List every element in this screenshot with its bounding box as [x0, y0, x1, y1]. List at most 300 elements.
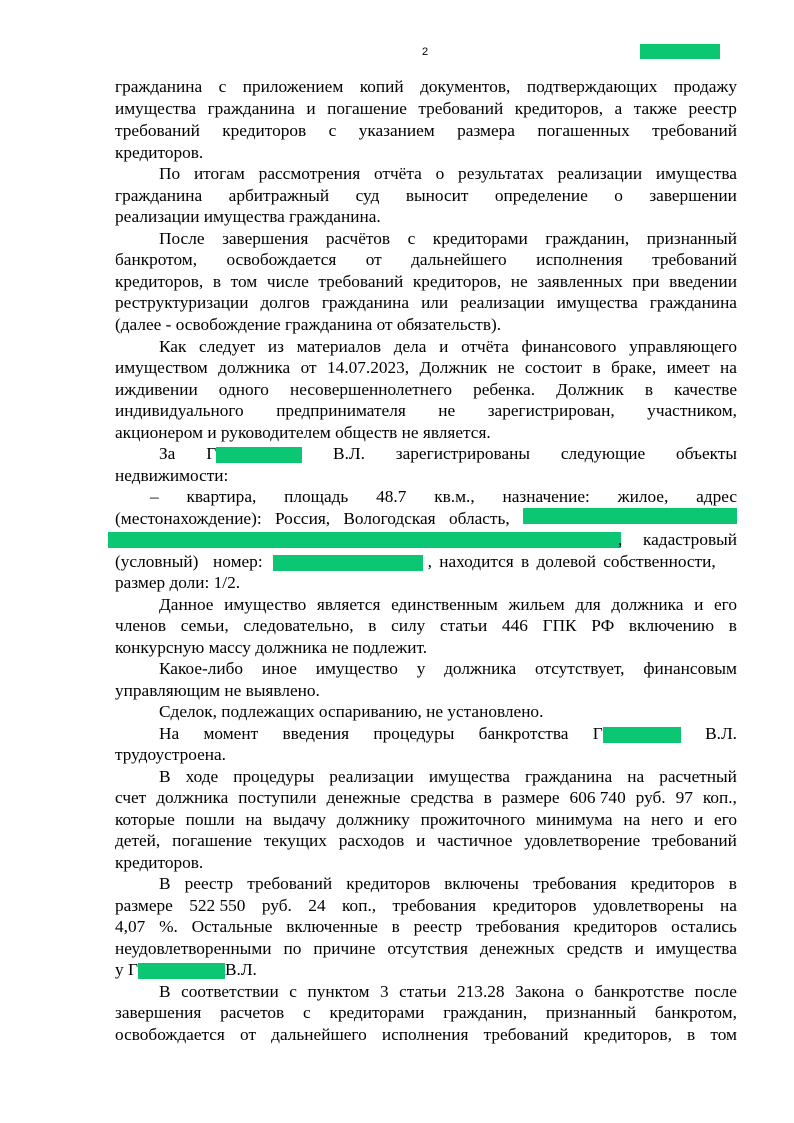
- text-word: является: [316, 595, 381, 614]
- text-word: номер:: [213, 552, 263, 571]
- text-word: зарегистрированы: [395, 444, 531, 463]
- text-word: реестр: [184, 874, 234, 893]
- text-word: и: [439, 337, 449, 356]
- text-word: На: [159, 724, 180, 743]
- text-word: с: [302, 1003, 311, 1022]
- person-initials: В.Л.: [705, 724, 737, 743]
- text-word: включению: [628, 616, 715, 635]
- text-word: Какое-либо: [159, 659, 244, 678]
- text-word: состоит: [524, 358, 583, 377]
- text-line: [115, 249, 737, 271]
- text-word: денежные: [326, 788, 401, 807]
- text-word: для: [575, 595, 601, 614]
- text-word: итогам: [193, 164, 245, 183]
- text-word: реализации: [329, 767, 414, 786]
- text-word: с: [328, 121, 337, 140]
- text-word: реализации: [460, 293, 545, 312]
- text-word: момент: [203, 724, 259, 743]
- text-word: руб.: [261, 896, 292, 915]
- text-line: [115, 615, 737, 637]
- text-word: частичное: [437, 831, 513, 850]
- text-word: требований: [418, 99, 504, 118]
- text-word: на: [245, 810, 263, 829]
- text-word: кредиторов: [346, 874, 431, 893]
- text-line: [115, 98, 737, 120]
- text-word: не: [438, 401, 456, 420]
- paragraph-first-line: [115, 766, 737, 788]
- text-word: силу: [391, 616, 426, 635]
- text-word: объекты: [676, 444, 737, 463]
- text-word: из: [267, 337, 284, 356]
- text-word: с: [218, 77, 227, 96]
- text-word: браке,: [611, 358, 657, 377]
- surname-initial: Г: [206, 444, 217, 463]
- text-line: [115, 551, 737, 573]
- text-word: членов: [115, 616, 167, 635]
- text-word: кредиторами: [432, 229, 528, 248]
- text-word: том: [230, 272, 258, 291]
- text-word: кредиторов,: [583, 1025, 672, 1044]
- text-word: том: [710, 1025, 737, 1044]
- paragraph-first-line: [115, 981, 737, 1003]
- text-line: [115, 809, 737, 831]
- text-word: отчёта: [461, 337, 509, 356]
- text-word: требований: [115, 121, 200, 140]
- text-word: руб.: [635, 788, 666, 807]
- text-word: счет: [115, 788, 147, 807]
- text-word: Россия,: [274, 509, 331, 528]
- text-fragment: , находится в долевой собственности,: [427, 552, 716, 571]
- text-word: детей,: [115, 831, 161, 850]
- text-word: квартира,: [186, 487, 257, 506]
- text-word: банкротства: [478, 724, 569, 743]
- person-ref: [593, 723, 681, 745]
- person-initials: В.Л.: [224, 960, 257, 979]
- page-number: 2: [421, 46, 429, 58]
- text-word: суд: [355, 186, 380, 205]
- text-word: гражданин,: [545, 229, 630, 248]
- text-word: заявленных: [537, 272, 623, 291]
- text-line: кредиторов.: [115, 143, 204, 162]
- text-word: статьи: [439, 616, 488, 635]
- text-word: площадь: [284, 487, 349, 506]
- text-word: требований: [652, 250, 737, 269]
- paragraph-first-line: [115, 228, 737, 250]
- text-word: у: [115, 960, 124, 979]
- text-word: жилое,: [617, 487, 669, 506]
- paragraph-first-line: [115, 723, 737, 745]
- text-word: В: [159, 982, 171, 1001]
- text-word: требований: [318, 272, 404, 291]
- text-word: РФ: [591, 616, 615, 635]
- text-word: должника: [156, 788, 229, 807]
- text-line: [115, 916, 737, 938]
- text-word: единственным: [391, 595, 498, 614]
- text-word: долгов: [260, 293, 310, 312]
- text-word: удовлетворены: [592, 896, 704, 915]
- text-word: дальнейшего: [411, 250, 507, 269]
- text-word: статьи: [399, 982, 447, 1001]
- text-word: включены: [444, 874, 519, 893]
- text-word: имущества: [556, 293, 638, 312]
- text-word: погашение: [172, 831, 252, 850]
- text-word: его: [714, 810, 737, 829]
- text-line: [115, 292, 737, 314]
- text-word: соответствии: [181, 982, 279, 1001]
- text-word: имущества: [115, 99, 197, 118]
- text-word: следующие: [560, 444, 646, 463]
- paragraph-first-line: [115, 873, 737, 895]
- text-word: завершения: [222, 229, 309, 248]
- text-word: имущества: [655, 939, 737, 958]
- text-word: банкротом,: [654, 1003, 737, 1022]
- text-word: и: [416, 831, 426, 850]
- text-word: погашение: [327, 99, 407, 118]
- text-word: размере: [501, 788, 560, 807]
- text-word: не: [510, 272, 528, 291]
- text-comma: ,: [618, 530, 623, 549]
- text-word: гражданин,: [443, 1003, 528, 1022]
- text-word: процедуры: [233, 767, 315, 786]
- text-word: Должник: [419, 358, 488, 377]
- text-word: не: [497, 358, 515, 377]
- redaction-mark-header: [640, 44, 720, 59]
- text-word: прожиточного: [420, 810, 526, 829]
- list-item-first-line: [115, 486, 737, 508]
- text-word: у: [416, 659, 426, 678]
- text-word: и: [694, 595, 704, 614]
- text-word: освобождается: [226, 250, 337, 269]
- text-word: кредиторов,: [514, 99, 604, 118]
- text-word: расходов: [338, 831, 405, 850]
- text-word: следует: [199, 337, 256, 356]
- text-word: кредиторов,: [115, 272, 204, 291]
- text-line: кредиторов.: [115, 853, 204, 872]
- text-word: назначение:: [502, 487, 590, 506]
- text-word: выдачу: [273, 810, 326, 829]
- surname-initial: Г: [592, 724, 603, 743]
- text-word: одного: [218, 380, 269, 399]
- text-word: пунктом: [307, 982, 370, 1001]
- text-word: имущество: [315, 659, 398, 678]
- text-word: введения: [282, 724, 350, 743]
- text-line: акционером и руководителем обществ не является.: [115, 423, 491, 442]
- text-word: включенные: [286, 917, 378, 936]
- text-word: в: [483, 788, 492, 807]
- text-word: банкротом,: [115, 250, 198, 269]
- text-line: [115, 271, 737, 293]
- text-word: иждивении: [115, 380, 198, 399]
- text-word: управляющего: [629, 337, 737, 356]
- text-word: признанный: [545, 1003, 637, 1022]
- text-line: [115, 787, 737, 809]
- text-word: жильем: [508, 595, 565, 614]
- redaction-mark: [108, 532, 621, 548]
- text-word: расчетов: [220, 1003, 285, 1022]
- text-word: в: [391, 917, 400, 936]
- text-word: минимума: [536, 810, 613, 829]
- text-word: на: [623, 810, 641, 829]
- text-word: о: [614, 186, 623, 205]
- redaction-mark: [523, 508, 737, 524]
- text-word: дальнейшего: [271, 1025, 367, 1044]
- text-word: или: [421, 293, 449, 312]
- text-word: подтверждающих: [526, 77, 658, 96]
- text-word: гражданина: [321, 293, 410, 312]
- text-word: размера: [457, 121, 515, 140]
- text-word: реструктуризации: [115, 293, 249, 312]
- text-word: должника: [444, 659, 517, 678]
- text-word: гражданина: [115, 186, 203, 205]
- text-word: 213.28: [457, 982, 505, 1001]
- text-word: должника: [218, 358, 291, 377]
- text-word: должнику: [336, 810, 410, 829]
- text-word: него: [651, 810, 684, 829]
- text-line: [115, 508, 737, 530]
- text-word: отсутствия: [387, 939, 468, 958]
- text-word: участником,: [647, 401, 737, 420]
- text-word: %.: [159, 917, 178, 936]
- text-word: и: [306, 99, 316, 118]
- text-word: 14.07.2023,: [327, 358, 410, 377]
- text-line: реализации имущества гражданина.: [115, 207, 381, 226]
- text-word: а: [614, 99, 623, 118]
- text-word: пошли: [185, 810, 235, 829]
- text-word: финансовым: [643, 659, 737, 678]
- text-line: размер доли: 1/2.: [115, 573, 241, 592]
- text-word: от: [365, 250, 382, 269]
- text-word: гражданина: [207, 99, 295, 118]
- text-word: После: [159, 229, 205, 248]
- text-word: имеет: [666, 358, 710, 377]
- text-word: продажу: [673, 77, 737, 96]
- text-word: требований: [247, 874, 333, 893]
- text-word: зарегистрирован,: [487, 401, 615, 420]
- text-word: после: [694, 982, 737, 1001]
- text-word: несовершеннолетнего: [290, 380, 452, 399]
- text-word: требования: [392, 896, 477, 915]
- text-word: завершении: [649, 186, 737, 205]
- text-word: рассмотрения: [258, 164, 361, 183]
- text-word: средства: [410, 788, 474, 807]
- text-word: требований: [652, 831, 737, 850]
- paragraph-first-line: [115, 594, 737, 616]
- text-word: имущества: [428, 767, 510, 786]
- text-word: удовлетворение: [524, 831, 641, 850]
- paragraph-first-line: [115, 658, 737, 680]
- person-initials: В.Л.: [333, 444, 365, 463]
- text-word: реестр: [413, 917, 463, 936]
- text-word: от: [240, 1025, 257, 1044]
- redaction-mark: [273, 555, 423, 571]
- text-word: в: [728, 616, 737, 635]
- text-word: числе: [266, 272, 309, 291]
- text-word: ходе: [185, 767, 219, 786]
- text-word: исполнения: [536, 250, 623, 269]
- text-word: требований: [652, 121, 737, 140]
- text-word: освобождается: [115, 1025, 225, 1044]
- text-word: кредиторов: [630, 874, 715, 893]
- text-word: ребенка.: [473, 380, 536, 399]
- text-word: расчётов: [325, 229, 391, 248]
- redaction-mark: [216, 447, 302, 463]
- text-line: [115, 830, 737, 852]
- text-word: Вологодская: [343, 509, 436, 528]
- paragraph-first-line: Сделок, подлежащих оспариванию, не установлено.: [159, 702, 544, 721]
- text-word: исполнения: [381, 1025, 469, 1044]
- text-word: материалов: [296, 337, 382, 356]
- text-word: неудовлетворенными: [115, 939, 272, 958]
- text-line: [115, 1024, 737, 1046]
- text-line: [115, 185, 737, 207]
- text-line: [115, 357, 737, 379]
- text-word: средств: [566, 939, 623, 958]
- text-word: Должник: [556, 380, 624, 399]
- text-word: кв.м.,: [434, 487, 475, 506]
- surname-initial: Г: [127, 960, 138, 979]
- text-word: завершения: [115, 1003, 202, 1022]
- text-word: имущества: [655, 164, 737, 183]
- text-word: банкротстве: [594, 982, 685, 1001]
- text-word: с: [407, 229, 416, 248]
- text-word: арбитражный: [228, 186, 330, 205]
- text-word: поступили: [238, 788, 317, 807]
- text-line: [115, 400, 737, 422]
- text-word: реализации: [557, 164, 643, 183]
- text-word: (местонахождение):: [115, 509, 262, 528]
- text-word: семьи,: [180, 616, 229, 635]
- text-word: причине: [313, 939, 376, 958]
- text-word: процедуры: [373, 724, 455, 743]
- text-word: Закона: [515, 982, 565, 1001]
- text-word: 4,07: [115, 917, 146, 936]
- text-word: на: [720, 358, 737, 377]
- text-word: область,: [448, 509, 510, 528]
- text-word: 24: [308, 896, 326, 915]
- text-word: требования: [475, 917, 560, 936]
- text-line: управляющим не выявлено.: [115, 681, 320, 700]
- text-word: остались: [671, 917, 737, 936]
- text-word: гражданина: [115, 77, 203, 96]
- text-word: также: [633, 99, 677, 118]
- text-word: имуществом: [115, 358, 208, 377]
- text-word: дела: [393, 337, 427, 356]
- text-word: гражданина: [524, 767, 613, 786]
- text-word: 446: [501, 616, 528, 635]
- text-word: коп.,: [702, 788, 737, 807]
- text-word: Как: [159, 337, 187, 356]
- text-word: в: [728, 874, 737, 893]
- text-word: В: [159, 767, 171, 786]
- text-word: выносит: [405, 186, 469, 205]
- text-word: должника: [611, 595, 684, 614]
- text-word: (условный): [115, 552, 199, 571]
- person-ref: [206, 443, 302, 465]
- text-word: адрес: [696, 487, 737, 506]
- paragraph-first-line: [115, 443, 737, 465]
- text-line: [115, 120, 737, 142]
- text-word: иное: [261, 659, 297, 678]
- text-line: [115, 76, 737, 98]
- text-word: при: [632, 272, 660, 291]
- text-word: текущих: [263, 831, 327, 850]
- text-word: о: [575, 982, 584, 1001]
- text-line: [115, 938, 737, 960]
- text-word: в: [368, 616, 377, 635]
- text-line: [115, 959, 737, 981]
- text-word: и: [694, 810, 704, 829]
- text-line: [115, 529, 737, 551]
- text-word: на: [627, 767, 645, 786]
- text-word: 48.7: [376, 487, 407, 506]
- text-word: денежных: [479, 939, 555, 958]
- text-line: [115, 379, 737, 401]
- redaction-mark: [603, 727, 681, 743]
- text-word: финансового: [521, 337, 617, 356]
- text-word: 97: [675, 788, 693, 807]
- text-word: в: [212, 272, 222, 291]
- paragraph-first-line: [115, 336, 737, 358]
- text-word: отсутствует,: [535, 659, 625, 678]
- text-word: от: [300, 358, 317, 377]
- text-word: с: [289, 982, 297, 1001]
- text-word: требования: [533, 874, 617, 893]
- text-word: в: [644, 380, 654, 399]
- text-word: введении: [669, 272, 737, 291]
- text-word: расчетный: [659, 767, 737, 786]
- text-word: –: [150, 487, 159, 506]
- text-word: которые: [115, 810, 175, 829]
- text-line: (далее - освобождение гражданина от обязательств).: [115, 315, 502, 334]
- text-word: кредиторов: [573, 917, 658, 936]
- text-line: [115, 1002, 737, 1024]
- text-line: трудоустроена.: [115, 745, 226, 764]
- text-word: гражданина: [649, 293, 737, 312]
- text-word: признанный: [646, 229, 737, 248]
- text-word: и: [634, 939, 644, 958]
- text-word: качестве: [674, 380, 737, 399]
- text-word: размере: [115, 896, 173, 915]
- text-word: копий: [359, 77, 404, 96]
- text-word: по: [283, 939, 302, 958]
- text-word: индивидуального: [115, 401, 244, 420]
- text-word: реестр: [688, 99, 737, 118]
- text-word: приложением: [242, 77, 344, 96]
- text-word: кредиторов: [222, 121, 307, 140]
- text-word: кредиторов,: [412, 272, 502, 291]
- redaction-mark: [138, 963, 225, 979]
- text-word: погашенных: [537, 121, 630, 140]
- text-word: предпринимателя: [276, 401, 406, 420]
- text-word: результатах: [458, 164, 544, 183]
- text-word: его: [714, 595, 737, 614]
- text-line: конкурсную массу должника не подлежит.: [115, 638, 428, 657]
- paragraph-first-line: [115, 163, 737, 185]
- text-word: 522 550: [189, 896, 246, 915]
- text-word: требований: [483, 1025, 569, 1044]
- text-word: о: [435, 164, 445, 183]
- text-word: на: [720, 896, 737, 915]
- text-word: коп.,: [342, 896, 377, 915]
- text-word: кредиторов: [492, 896, 577, 915]
- text-word: документов,: [420, 77, 511, 96]
- text-word: Остальные: [191, 917, 273, 936]
- text-word: в: [592, 358, 601, 377]
- text-word: в: [687, 1025, 696, 1044]
- text-word: 606 740: [569, 788, 626, 807]
- text-word: Данное: [159, 595, 214, 614]
- text-word: определение: [494, 186, 588, 205]
